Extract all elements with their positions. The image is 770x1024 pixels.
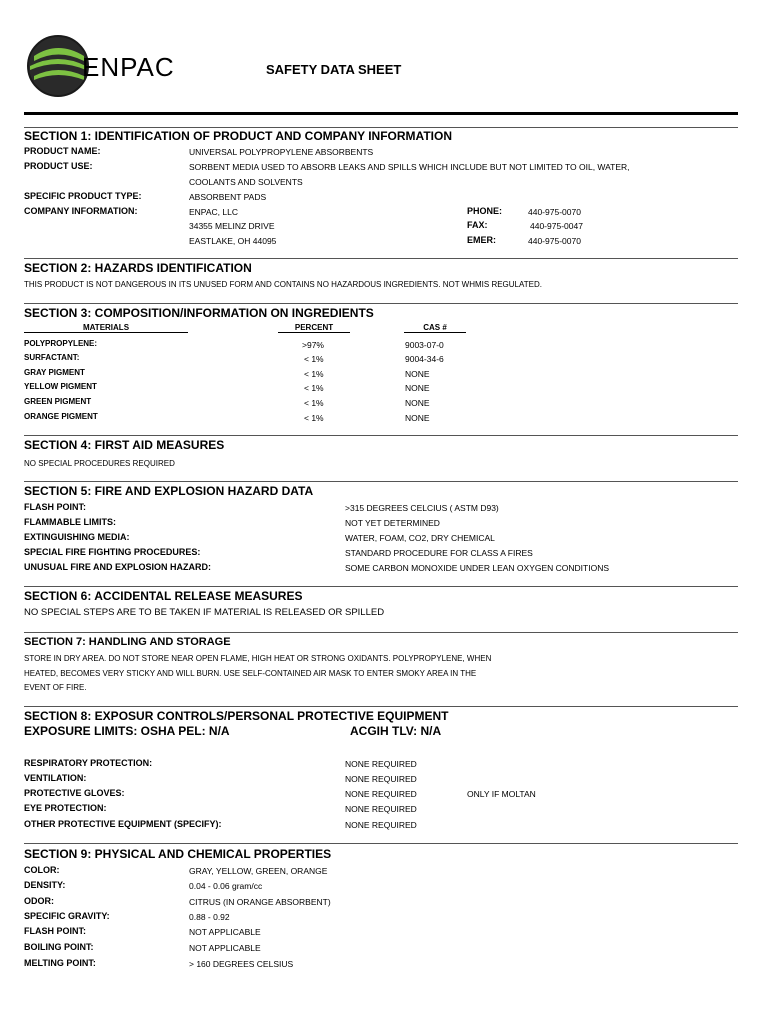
acgih-tlv: ACGIH TLV: N/A xyxy=(350,724,442,738)
company-street: 34355 MELINZ DRIVE xyxy=(189,221,275,231)
col-percent-header xyxy=(278,323,350,333)
product-use-label: PRODUCT USE: xyxy=(24,161,93,171)
section-3-title: SECTION 3: COMPOSITION/INFORMATION ON INGREDIENTS xyxy=(24,306,374,320)
fire-data-label: FLAMMABLE LIMITS: xyxy=(24,517,116,527)
fire-data-value: SOME CARBON MONOXIDE UNDER LEAN OXYGEN CONDITIONS xyxy=(345,563,610,573)
fire-data-label: FLASH POINT: xyxy=(24,502,86,512)
col-cas-header xyxy=(404,323,466,333)
logo-wordmark: ENPAC xyxy=(82,52,175,82)
company-name: ENPAC, LLC xyxy=(189,207,238,217)
ppe-value: NONE REQUIRED xyxy=(345,774,417,784)
property-value: > 160 DEGREES CELSIUS xyxy=(189,959,294,969)
section-9-title: SECTION 9: PHYSICAL AND CHEMICAL PROPERTIES xyxy=(24,847,332,861)
company-label: COMPANY INFORMATION: xyxy=(24,206,138,216)
ingredient-percent: < 1% xyxy=(304,413,324,423)
company-city: EASTLAKE, OH 44095 xyxy=(189,236,277,246)
fax-label: FAX: xyxy=(467,220,488,230)
ppe-value: NONE REQUIRED xyxy=(345,820,417,830)
property-label: BOILING POINT: xyxy=(24,942,94,952)
col-cas-label: CAS # xyxy=(423,323,447,332)
enpac-logo xyxy=(26,34,90,103)
header-divider xyxy=(24,112,738,115)
ingredient-cas: NONE xyxy=(405,398,430,408)
product-type-value: ABSORBENT PADS xyxy=(189,192,267,202)
ingredient-percent: < 1% xyxy=(304,398,324,408)
section-divider xyxy=(24,258,738,259)
property-value: CITRUS (IN ORANGE ABSORBENT) xyxy=(189,897,331,907)
ppe-value: NONE REQUIRED xyxy=(345,804,417,814)
col-materials-label: MATERIALS xyxy=(82,323,130,332)
section-6-title: SECTION 6: ACCIDENTAL RELEASE MEASURES xyxy=(24,589,303,603)
ppe-value: NONE REQUIRED xyxy=(345,789,417,799)
section-divider xyxy=(24,435,738,436)
property-label: FLASH POINT: xyxy=(24,926,86,936)
section-divider xyxy=(24,632,738,633)
ppe-label: OTHER PROTECTIVE EQUIPMENT (SPECIFY): xyxy=(24,819,222,829)
section-divider xyxy=(24,481,738,482)
fire-data-label: SPECIAL FIRE FIGHTING PROCEDURES: xyxy=(24,547,201,557)
handling-text-line3: EVENT OF FIRE. xyxy=(24,683,87,692)
ingredient-cas: NONE xyxy=(405,383,430,393)
section-divider xyxy=(24,586,738,587)
property-label: ODOR: xyxy=(24,896,54,906)
phone-value: 440-975-0070 xyxy=(528,207,581,217)
property-label: COLOR: xyxy=(24,865,60,875)
product-use-value-line1: SORBENT MEDIA USED TO ABSORB LEAKS AND SPILLS WHICH INCLUDE BUT NOT LIMITED TO OIL, WATER, xyxy=(189,162,630,172)
ingredient-cas: 9003-07-0 xyxy=(405,340,444,350)
fire-data-label: EXTINGUISHING MEDIA: xyxy=(24,532,130,542)
ingredient-material: ORANGE PIGMENT xyxy=(24,412,98,421)
section-2-title: SECTION 2: HAZARDS IDENTIFICATION xyxy=(24,261,252,275)
ingredient-material: YELLOW PIGMENT xyxy=(24,382,97,391)
ingredient-material: SURFACTANT: xyxy=(24,353,80,362)
product-name-label: PRODUCT NAME: xyxy=(24,146,101,156)
col-percent-label: PERCENT xyxy=(294,323,334,332)
fire-data-value: >315 DEGREES CELCIUS ( ASTM D93) xyxy=(345,503,499,513)
ingredient-cas: 9004-34-6 xyxy=(405,354,444,364)
property-label: SPECIFIC GRAVITY: xyxy=(24,911,110,921)
ppe-label: EYE PROTECTION: xyxy=(24,803,107,813)
gloves-note: ONLY IF MOLTAN xyxy=(467,789,536,799)
handling-text-line2: HEATED, BECOMES VERY STICKY AND WILL BURN. USE SELF-CONTAINED AIR MASK TO ENTER SMOKY AREA IN THE xyxy=(24,669,477,678)
ingredient-percent: < 1% xyxy=(304,383,324,393)
property-value: 0.04 - 0.06 gram/cc xyxy=(189,881,263,891)
enpac-logo-mark xyxy=(26,34,90,98)
property-value: NOT APPLICABLE xyxy=(189,943,261,953)
ingredient-material: GREEN PIGMENT xyxy=(24,397,92,406)
section-divider xyxy=(24,843,738,844)
accidental-release-text: NO SPECIAL STEPS ARE TO BE TAKEN IF MATERIAL IS RELEASED OR SPILLED xyxy=(24,607,385,618)
ingredient-cas: NONE xyxy=(405,369,430,379)
ingredient-percent: < 1% xyxy=(304,354,324,364)
product-type-label: SPECIFIC PRODUCT TYPE: xyxy=(24,191,142,201)
property-label: DENSITY: xyxy=(24,880,66,890)
phone-label: PHONE: xyxy=(467,206,503,216)
ingredient-material: POLYPROPYLENE: xyxy=(24,339,98,348)
ppe-label: PROTECTIVE GLOVES: xyxy=(24,788,125,798)
section-divider xyxy=(24,706,738,707)
ingredient-cas: NONE xyxy=(405,413,430,423)
section-divider xyxy=(24,127,738,128)
fax-value: 440-975-0047 xyxy=(530,221,583,231)
col-materials-header xyxy=(24,323,188,333)
fire-data-value: WATER, FOAM, CO2, DRY CHEMICAL xyxy=(345,533,495,543)
ingredient-percent: >97% xyxy=(302,340,324,350)
section-8-title: SECTION 8: EXPOSUR CONTROLS/PERSONAL PROTECTIVE EQUIPMENT xyxy=(24,709,449,723)
section-divider xyxy=(24,303,738,304)
property-label: MELTING POINT: xyxy=(24,958,96,968)
fire-data-value: STANDARD PROCEDURE FOR CLASS A FIRES xyxy=(345,548,533,558)
fire-data-label: UNUSUAL FIRE AND EXPLOSION HAZARD: xyxy=(24,562,212,572)
property-value: GRAY, YELLOW, GREEN, ORANGE xyxy=(189,866,328,876)
section-5-title: SECTION 5: FIRE AND EXPLOSION HAZARD DATA xyxy=(24,484,314,498)
emer-value: 440-975-0070 xyxy=(528,236,581,246)
ingredient-percent: < 1% xyxy=(304,369,324,379)
first-aid-text: NO SPECIAL PROCEDURES REQUIRED xyxy=(24,459,175,468)
section-7-title: SECTION 7: HANDLING AND STORAGE xyxy=(24,636,231,648)
handling-text-line1: STORE IN DRY AREA. DO NOT STORE NEAR OPEN FLAME, HIGH HEAT OR STRONG OXIDANTS. POLYPROPYLENE, WHEN xyxy=(24,654,492,663)
section-4-title: SECTION 4: FIRST AID MEASURES xyxy=(24,438,225,452)
ppe-value: NONE REQUIRED xyxy=(345,759,417,769)
document-title: SAFETY DATA SHEET xyxy=(266,62,402,77)
fire-data-value: NOT YET DETERMINED xyxy=(345,518,440,528)
property-value: 0.88 - 0.92 xyxy=(189,912,230,922)
hazards-text: THIS PRODUCT IS NOT DANGEROUS IN ITS UNUSED FORM AND CONTAINS NO HAZARDOUS INGREDIENTS. NOT WHMIS REGULATED. xyxy=(24,280,542,289)
emer-label: EMER: xyxy=(467,235,496,245)
product-use-value-line2: COOLANTS AND SOLVENTS xyxy=(189,177,303,187)
ppe-label: RESPIRATORY PROTECTION: xyxy=(24,758,153,768)
section-1-title: SECTION 1: IDENTIFICATION OF PRODUCT AND COMPANY INFORMATION xyxy=(24,129,452,143)
product-name-value: UNIVERSAL POLYPROPYLENE ABSORBENTS xyxy=(189,147,374,157)
ingredient-material: GRAY PIGMENT xyxy=(24,368,85,377)
ppe-label: VENTILATION: xyxy=(24,773,87,783)
property-value: NOT APPLICABLE xyxy=(189,927,261,937)
exposure-limits: EXPOSURE LIMITS: OSHA PEL: N/A xyxy=(24,724,230,738)
